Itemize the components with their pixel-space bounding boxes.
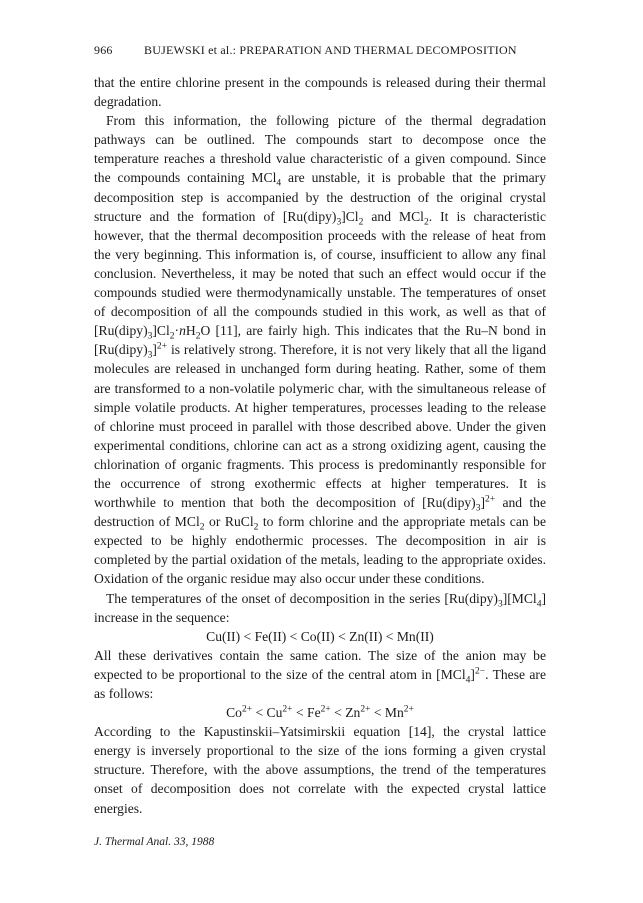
ion-co: $Co^{2+}$	[226, 704, 253, 721]
journal-footer: J. Thermal Anal. 33, 1988	[94, 836, 215, 848]
running-title: BUJEWSKI et al.: PREPARATION AND THERMAL DECOMPOSITION	[144, 43, 517, 57]
paragraph-4: All these derivatives contain the same cation. The size of the anion may be expected to be proportional to the size of the central atom in $[MCl_4]^{2-}$. These are as follows:	[94, 647, 546, 701]
paragraph-2: From this information, the following picture of the thermal degradation pathways can be outlined. The compounds start to decompose once the temperature reaches a threshold value characteristic of a given compound. Since the compounds containing MCl$_4$ are unstable, it is probable that the primary decomposition step is accompanied by the destruction of the original crystal structure and the formation of $[Ru(dipy)_3]Cl_2$ and MCl$_2$. It is characteristic however, that the thermal decomposition proceeds with the release of heat from the very beginning. This information is, of course, insufficient to allow any final conclusion. Nevertheless, it may be noted that such an effect would occur if the compounds studied were thermodynamically unstable. The temperatures of onset of decomposition of all the compounds studied in this work, as well as that of $[Ru(dipy)_3]Cl_2\cdot nH_2O$ [11], are fairly high. This indicates that the Ru–N bond in $[Ru(dipy)_3]^{2+}$ is relatively strong. Therefore, it is not very likely that all the ligand molecules are released in unchanged form during heating. Rather, some of them are transformed to a non-volatile polymeric char, with the simultaneous release of simple volatile products. At higher temperatures, processes leading to the release of chlorine must proceed in parallel with those described above. Under the given experimental conditions, chlorine can act as a strong oxidizing agent, causing the chlorination of organic fragments. This process is predominantly responsible for the occurrence of strong exothermic effects at higher temperatures. It is worthwhile to mention that both the decomposition of $[Ru(dipy)_3]^{2+}$ and the destruction of MCl$_2$ or RuCl$_2$ to form chlorine and the appropriate metals can be expected to be highly endothermic processes. The decomposition in air is completed by the partial oxidation of the metals, leading to the appropriate oxides. Oxidation of the organic residue may also occur under these conditions.	[94, 113, 547, 587]
ion-fe: $Fe^{2+}$	[307, 704, 331, 721]
ion-mn: $Mn^{2+}$	[384, 704, 414, 721]
ion-cu: $Cu^{2+}$	[266, 704, 293, 721]
page-number: 966	[94, 43, 113, 57]
less-than-sign: <	[370, 705, 385, 721]
running-header	[94, 43, 574, 58]
equation-sequence-1: Cu(II) < Fe(II) < Co(II) < Zn(II) < Mn(II)	[206, 628, 434, 644]
less-than-sign: <	[292, 705, 308, 721]
article-body	[94, 73, 546, 818]
paragraph-1: that the entire chlorine present in the compounds is released during their thermal degradation.	[94, 75, 546, 110]
ion-zn: $Zn^{2+}$	[345, 704, 371, 721]
less-than-sign: <	[330, 705, 346, 721]
paragraph-3: The temperatures of the onset of decomposition in the series $[Ru(dipy)_3][MCl_4]$ increase in the sequence:	[94, 590, 546, 625]
equation-sequence-2	[94, 703, 546, 722]
paragraph-5: According to the Kapustinskii–Yatsimirskii equation [14], the crystal lattice energy is inversely proportional to the size of the ions forming a given crystal structure. Therefore, with the above assumptions, the trend of the temperatures onset of decomposition does not correlate with the expected crystal lattice energies.	[94, 724, 546, 816]
less-than-sign: <	[252, 705, 267, 721]
